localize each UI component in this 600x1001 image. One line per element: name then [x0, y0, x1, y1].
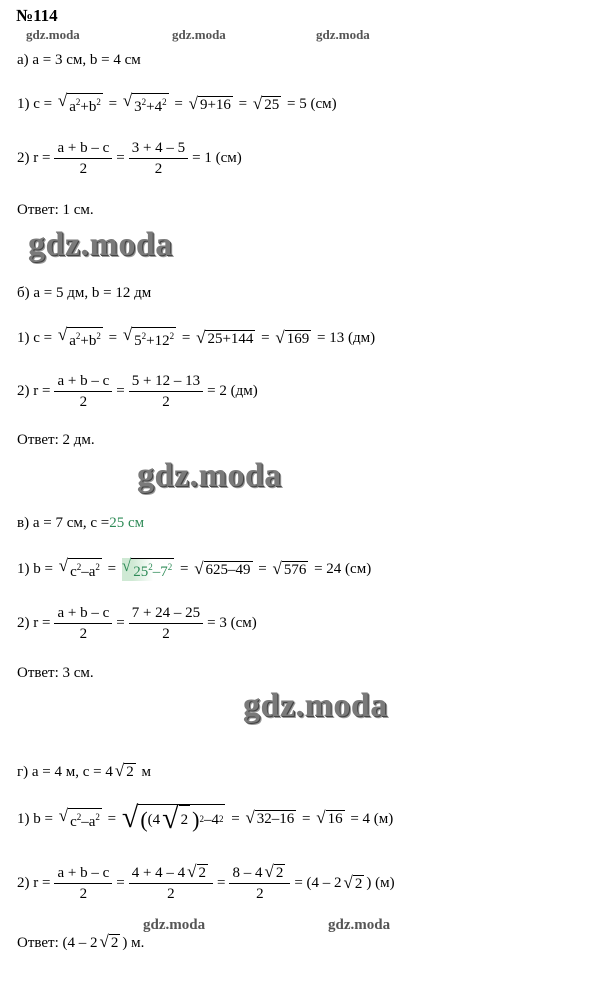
sqrt-expression: √ 32–16 [245, 808, 295, 827]
watermark-big-3: gdz.moda [243, 687, 388, 724]
fraction: $\frac{a + b - c}{2}$ [54, 864, 112, 903]
part-d-answer: Ответ: (4 – 2 √ 2 ) м. [17, 932, 145, 951]
sqrt-expression: √ 576 [272, 558, 307, 578]
part-c-condition: в) a = 7 см, c = 25 см [17, 515, 145, 531]
part-b-answer: Ответ: 2 дм. [17, 432, 95, 448]
part-b-step1: 1) c = √ $a^2+b^2$ = √ $5^2+12^2$ = √ 25+144 = √ 169 = 13 (дм) [17, 325, 376, 349]
part-b-step2: 2) r = $\frac{a + b - c}{2}$ = $\frac{5 + 12 - 13}{2}$ = 2 (дм) [17, 373, 258, 410]
sqrt-expression: √ 2 [114, 761, 134, 780]
part-a-condition: а) a = 3 см, b = 4 см [17, 52, 141, 68]
part-c-step1: 1) b = √ $c^2-a^2$ = √ $25^2-7^2$ = √ 625–49 = √ 576 = 24 (см) [17, 556, 372, 580]
watermark-small-5: gdz.moda [328, 917, 391, 933]
sqrt-expression: √ 16 [316, 808, 343, 827]
sqrt-expression: √ 2 [343, 872, 363, 892]
fraction: $\frac{5 + 12 - 13}{2}$ [129, 372, 203, 411]
part-c-step2: 2) r = $\frac{a + b - c}{2}$ = $\frac{7 + 24 - 25}{2}$ = 3 (см) [17, 605, 257, 642]
sqrt-expression-large: √ ( (4 √ 2 ) 2 –4 2 [121, 801, 224, 835]
watermark-big-1: gdz.moda [28, 226, 173, 263]
sqrt-expression: √ $c^2-a^2$ [58, 556, 100, 580]
sqrt-expression: √ $3^2+4^2$ [122, 91, 167, 115]
watermark-small-4: gdz.moda [143, 917, 206, 933]
part-b-condition: б) a = 5 дм, b = 12 дм [17, 285, 152, 301]
sqrt-expression: √ $a^2+b^2$ [57, 91, 101, 115]
watermark-big-2: gdz.moda [137, 457, 282, 494]
part-a-step1: 1) c = √ $a^2+b^2$ = √ $3^2+4^2$ = √ 9+16 = √ 25 = 5 (см) [17, 91, 337, 115]
sqrt-expression: √ 25 [252, 93, 280, 113]
fraction: 8 – 4 √ 2 2 [229, 864, 290, 903]
part-d-step2: 2) r = $\frac{a + b - c}{2}$ = 4 + 4 – 4 √ 2 2 = 8 – 4 √ 2 2 = (4 – 2 √ 2 ) (м) [17, 862, 395, 902]
part-a-answer: Ответ: 1 см. [17, 202, 94, 218]
watermark-small-2: gdz.moda [172, 27, 226, 42]
watermark-small-3: gdz.moda [316, 27, 370, 42]
sqrt-expression: √ 9+16 [188, 93, 231, 113]
sqrt-expression-highlighted: √ $25^2-7^2$ [121, 556, 173, 580]
part-d-step1: 1) b = √ $c^2-a^2$ = √ ( (4 √ 2 ) 2 –4 2 = √ 32–16 = √ 16 = 4 (м) [17, 801, 394, 835]
watermark-small-1: gdz.moda [26, 27, 80, 42]
fraction: $\frac{a + b - c}{2}$ [54, 139, 112, 178]
sqrt-expression: √ $c^2-a^2$ [58, 805, 100, 830]
sqrt-expression: √ 169 [275, 327, 310, 347]
sqrt-expression: √ $5^2+12^2$ [122, 325, 175, 349]
part-a-step2: 2) r = $\frac{a + b - c}{2}$ = $\frac{3 + 4 - 5}{2}$ = 1 (см) [17, 140, 242, 177]
sqrt-expression: √ 625–49 [194, 558, 251, 578]
fraction: $\frac{7 + 24 - 25}{2}$ [129, 604, 203, 643]
step-label: 1) c = [17, 96, 53, 112]
part-d-condition: г) a = 4 м, c = 4 √ 2 м [17, 761, 151, 780]
fraction: $\frac{a + b - c}{2}$ [54, 604, 112, 643]
sqrt-expression: √ 2 [99, 932, 119, 951]
problem-number: №114 [16, 6, 58, 25]
fraction: $\frac{3 + 4 - 5}{2}$ [129, 139, 188, 178]
sqrt-expression: √ $a^2+b^2$ [57, 325, 101, 349]
fraction: 4 + 4 – 4 √ 2 2 [129, 864, 213, 903]
part-c-answer: Ответ: 3 см. [17, 665, 94, 681]
fraction: $\frac{a + b - c}{2}$ [54, 372, 112, 411]
sqrt-expression: √ 25+144 [196, 327, 254, 347]
